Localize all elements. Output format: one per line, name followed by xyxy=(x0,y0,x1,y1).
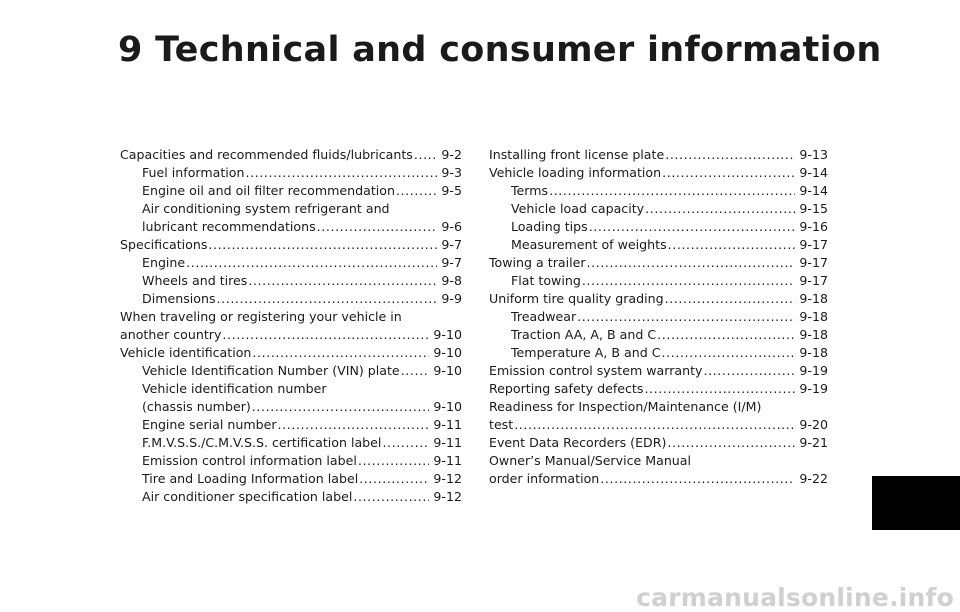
toc-entry-page: 9-17 xyxy=(799,237,828,252)
toc-entry-page: 9-7 xyxy=(441,237,462,252)
toc-entry-page: 9-2 xyxy=(441,147,462,162)
dot-leader xyxy=(208,236,437,254)
toc-entry[interactable] xyxy=(489,308,828,326)
toc-entry[interactable] xyxy=(489,380,828,398)
toc-entry[interactable] xyxy=(489,290,828,308)
toc-entry-title: test xyxy=(489,417,514,432)
dot-leader xyxy=(665,146,795,164)
toc-entry[interactable] xyxy=(120,380,462,416)
toc-entry[interactable] xyxy=(489,236,828,254)
toc-entry-page: 9-20 xyxy=(799,417,828,432)
toc-entry-title: Air conditioner specification label xyxy=(142,489,353,504)
dot-leader xyxy=(703,362,795,380)
toc-entry-title: Wheels and tires xyxy=(142,273,248,288)
toc-entry-title-line: When traveling or registering your vehicle in xyxy=(120,309,402,324)
toc-entry-page: 9-3 xyxy=(441,165,462,180)
dot-leader xyxy=(668,236,796,254)
toc-column-right xyxy=(489,146,828,488)
toc-entry-title: Towing a trailer xyxy=(489,255,586,270)
toc-entry-page: 9-19 xyxy=(799,381,828,396)
dot-leader xyxy=(359,470,429,488)
toc-entry-page: 9-5 xyxy=(441,183,462,198)
toc-entry-page: 9-10 xyxy=(433,399,462,414)
chapter-title: 9 Technical and consumer information xyxy=(118,30,882,70)
toc-entry-title: Vehicle identification xyxy=(120,345,252,360)
toc-entry[interactable] xyxy=(489,182,828,200)
toc-entry[interactable] xyxy=(120,488,462,506)
dot-leader xyxy=(252,344,429,362)
toc-entry[interactable] xyxy=(120,452,462,470)
toc-entry-title: Flat towing xyxy=(511,273,581,288)
toc-entry[interactable] xyxy=(120,254,462,272)
toc-entry-page: 9-18 xyxy=(799,291,828,306)
dot-leader xyxy=(589,218,796,236)
toc-entry[interactable] xyxy=(489,164,828,182)
toc-entry-title: Vehicle loading information xyxy=(489,165,662,180)
dot-leader xyxy=(414,146,438,164)
toc-entry-page: 9-14 xyxy=(799,165,828,180)
toc-entry-page: 9-18 xyxy=(799,309,828,324)
toc-entry-title-line: Owner’s Manual/Service Manual xyxy=(489,453,692,468)
toc-entry[interactable] xyxy=(489,398,828,434)
dot-leader xyxy=(657,326,795,344)
dot-leader xyxy=(245,164,437,182)
toc-entry-page: 9-14 xyxy=(799,183,828,198)
dot-leader xyxy=(587,254,796,272)
toc-entry-page: 9-7 xyxy=(441,255,462,270)
toc-entry[interactable] xyxy=(489,434,828,452)
dot-leader xyxy=(582,272,796,290)
watermark: carmanualsonline.info xyxy=(636,583,954,612)
toc-entry-title: Emission control information label xyxy=(142,453,357,468)
toc-entry-title: Temperature A, B and C xyxy=(511,345,661,360)
toc-entry[interactable] xyxy=(120,344,462,362)
chapter-tab-marker xyxy=(872,476,960,530)
toc-entry-page: 9-8 xyxy=(441,273,462,288)
toc-entry-page: 9-11 xyxy=(433,435,462,450)
dot-leader xyxy=(222,326,429,344)
toc-entry[interactable] xyxy=(120,308,462,344)
toc-entry-page: 9-12 xyxy=(433,489,462,504)
toc-entry[interactable] xyxy=(489,254,828,272)
toc-entry-title: Uniform tire quality grading xyxy=(489,291,664,306)
toc-entry-title: Tire and Loading Information label xyxy=(142,471,359,486)
toc-entry[interactable] xyxy=(120,416,462,434)
toc-entry-page: 9-11 xyxy=(433,453,462,468)
toc-entry-page: 9-12 xyxy=(433,471,462,486)
toc-entry-title: F.M.V.S.S./C.M.V.S.S. certification label xyxy=(142,435,382,450)
dot-leader xyxy=(382,434,429,452)
toc-entry-title-line: Readiness for Inspection/Maintenance (I/M) xyxy=(489,399,762,414)
toc-entry[interactable] xyxy=(120,236,462,254)
toc-entry-page: 9-15 xyxy=(799,201,828,216)
toc-entry-page: 9-10 xyxy=(433,327,462,342)
toc-entry-title: Installing front license plate xyxy=(489,147,665,162)
toc-entry-title: Measurement of weights xyxy=(511,237,667,252)
toc-entry-page: 9-16 xyxy=(799,219,828,234)
dot-leader xyxy=(358,452,430,470)
toc-entry-page: 9-17 xyxy=(799,255,828,270)
dot-leader xyxy=(396,182,437,200)
dot-leader xyxy=(645,200,795,218)
toc-entry-page: 9-18 xyxy=(799,327,828,342)
toc-entry[interactable] xyxy=(489,200,828,218)
toc-entry[interactable] xyxy=(120,434,462,452)
toc-entry-page: 9-9 xyxy=(441,291,462,306)
toc-entry-title: Specifications xyxy=(120,237,208,252)
toc-entry-title: Engine xyxy=(142,255,186,270)
toc-entry-title: Traction AA, A, B and C xyxy=(511,327,657,342)
toc-entry-title: Vehicle load capacity xyxy=(511,201,645,216)
toc-entry-page: 9-10 xyxy=(433,363,462,378)
toc-entry[interactable] xyxy=(120,290,462,308)
toc-entry[interactable] xyxy=(120,200,462,236)
toc-entry-title: Capacities and recommended fluids/lubricants xyxy=(120,147,413,162)
toc-entry[interactable] xyxy=(489,272,828,290)
toc-entry[interactable] xyxy=(489,452,828,488)
toc-entry-page: 9-6 xyxy=(441,219,462,234)
dot-leader xyxy=(600,470,795,488)
toc-entry-page: 9-17 xyxy=(799,273,828,288)
toc-entry-title-line: Vehicle identification number xyxy=(142,381,327,396)
toc-entry-page: 9-19 xyxy=(799,363,828,378)
toc-entry-title: Vehicle Identification Number (VIN) plate xyxy=(142,363,400,378)
toc-entry[interactable] xyxy=(489,344,828,362)
toc-entry-page: 9-11 xyxy=(433,417,462,432)
toc-entry[interactable] xyxy=(489,146,828,164)
toc-entry-title: another country xyxy=(120,327,222,342)
toc-entry[interactable] xyxy=(120,164,462,182)
toc-entry[interactable] xyxy=(120,272,462,290)
toc-entry[interactable] xyxy=(120,470,462,488)
dot-leader xyxy=(401,362,430,380)
toc-entry-page: 9-13 xyxy=(799,147,828,162)
toc-entry-title: lubricant recommendations xyxy=(142,219,316,234)
toc-entry-title: Engine serial number xyxy=(142,417,277,432)
dot-leader xyxy=(217,290,438,308)
dot-leader xyxy=(278,416,430,434)
dot-leader xyxy=(662,164,795,182)
toc-column-left xyxy=(120,146,462,506)
dot-leader xyxy=(248,272,437,290)
dot-leader xyxy=(665,290,796,308)
toc-entry-page: 9-22 xyxy=(799,471,828,486)
toc-entry-title: (chassis number) xyxy=(142,399,251,414)
toc-entry[interactable] xyxy=(120,146,462,164)
toc-entry[interactable] xyxy=(120,362,462,380)
dot-leader xyxy=(317,218,438,236)
dot-leader xyxy=(549,182,795,200)
toc-entry-page: 9-18 xyxy=(799,345,828,360)
dot-leader xyxy=(186,254,437,272)
toc-entry-title: Engine oil and oil filter recommendation xyxy=(142,183,395,198)
dot-leader xyxy=(662,344,796,362)
dot-leader xyxy=(667,434,795,452)
toc-entry[interactable] xyxy=(489,326,828,344)
toc-entry-title: Treadwear xyxy=(511,309,577,324)
toc-entry-page: 9-21 xyxy=(799,435,828,450)
dot-leader xyxy=(577,308,795,326)
dot-leader xyxy=(252,398,430,416)
toc-entry-title: order information xyxy=(489,471,600,486)
toc-entry[interactable] xyxy=(120,182,462,200)
toc-entry-title: Emission control system warranty xyxy=(489,363,703,378)
dot-leader xyxy=(644,380,795,398)
toc-entry-title: Fuel information xyxy=(142,165,245,180)
toc-entry-title: Dimensions xyxy=(142,291,216,306)
toc-entry-title: Reporting safety defects xyxy=(489,381,644,396)
toc-entry-title: Terms xyxy=(511,183,549,198)
dot-leader xyxy=(514,416,795,434)
toc-entry[interactable] xyxy=(489,218,828,236)
toc-entry-title-line: Air conditioning system refrigerant and xyxy=(142,201,390,216)
toc-entry[interactable] xyxy=(489,362,828,380)
toc-entry-title: Event Data Recorders (EDR) xyxy=(489,435,667,450)
dot-leader xyxy=(353,488,429,506)
toc-entry-title: Loading tips xyxy=(511,219,588,234)
toc-entry-page: 9-10 xyxy=(433,345,462,360)
